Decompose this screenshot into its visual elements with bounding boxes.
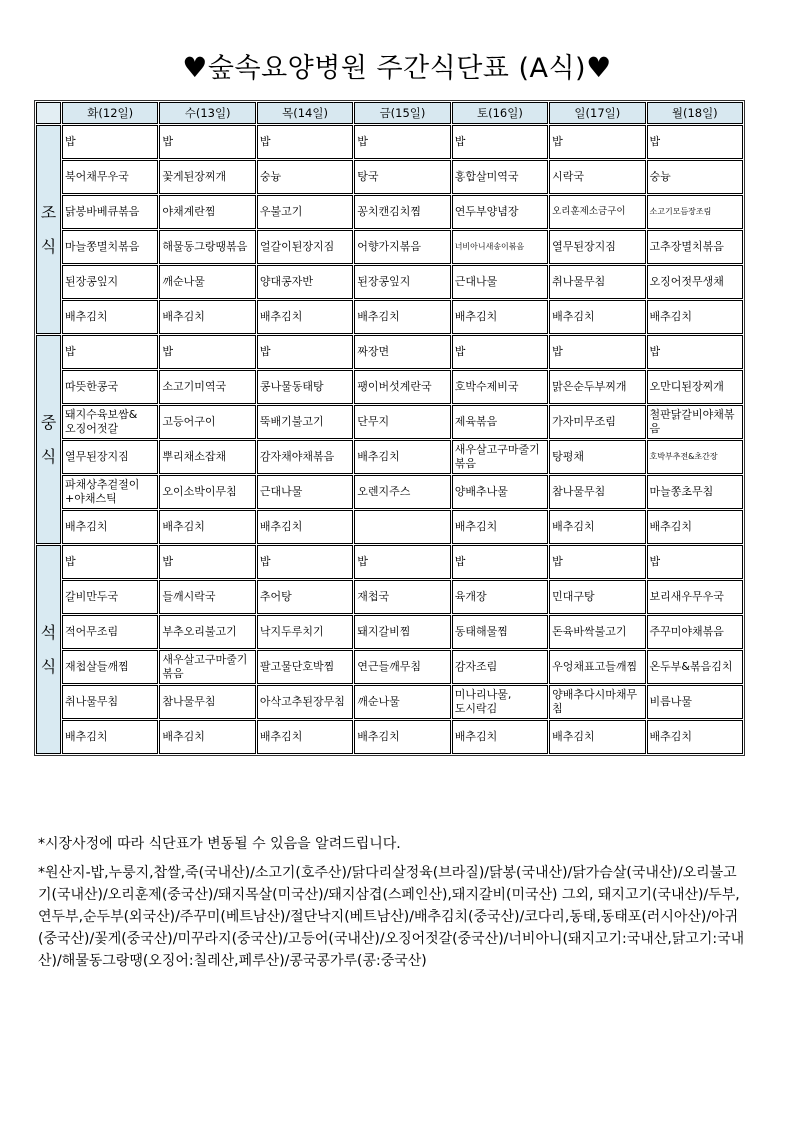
menu-cell: 돼지갈비찜: [354, 615, 450, 649]
menu-cell: 소고기미역국: [159, 370, 255, 404]
menu-cell: 동태해물찜: [452, 615, 548, 649]
menu-cell: 온두부&볶음김치: [647, 650, 743, 684]
lunch-label: [36, 335, 61, 544]
menu-cell: 밥: [62, 335, 158, 369]
menu-cell: 배추김치: [159, 720, 255, 754]
menu-cell: 팔고물단호박찜: [257, 650, 353, 684]
page-title-text: 숲속요양병원 주간식단표 (A식): [207, 53, 587, 84]
menu-cell: 단무지: [354, 405, 450, 439]
menu-cell: 따뜻한콩국: [62, 370, 158, 404]
dinner-menu-row: [36, 720, 743, 754]
menu-cell: 소고기모듬장조림: [647, 195, 743, 229]
menu-cell: 적어무조림: [62, 615, 158, 649]
lunch-menu-row: [36, 370, 743, 404]
menu-cell: 밥: [452, 125, 548, 159]
dinner-menu-row: [36, 650, 743, 684]
menu-cell: 제육볶음: [452, 405, 548, 439]
menu-cell: 배추김치: [62, 720, 158, 754]
menu-cell: 밥: [452, 335, 548, 369]
menu-cell: 어향가지볶음: [354, 230, 450, 264]
menu-cell: 꽃게된장찌개: [159, 160, 255, 194]
menu-cell: 양배추나물: [452, 475, 548, 509]
menu-cell: 양배추다시마채무침: [549, 685, 645, 719]
menu-cell: 비름나물: [647, 685, 743, 719]
menu-cell: 취나물무침: [62, 685, 158, 719]
menu-cell: 배추김치: [452, 300, 548, 334]
menu-cell: 주꾸미야채볶음: [647, 615, 743, 649]
lunch-menu-row: [36, 440, 743, 474]
heart-icon: ♥: [182, 51, 208, 84]
meal-label-char: 석: [40, 622, 57, 642]
lunch-menu-row: [36, 475, 743, 509]
menu-cell: 뿌리채소잡채: [159, 440, 255, 474]
menu-cell: 배추김치: [257, 300, 353, 334]
menu-cell: 감자조림: [452, 650, 548, 684]
heart-icon: ♥: [586, 51, 612, 84]
menu-cell: 배추김치: [452, 510, 548, 544]
menu-cell: 야채계란찜: [159, 195, 255, 229]
menu-cell: 배추김치: [354, 720, 450, 754]
menu-cell: 열무된장지짐: [549, 230, 645, 264]
breakfast-menu-row: [36, 160, 743, 194]
lunch-menu-row: [36, 405, 743, 439]
menu-cell: 너비아니새송이볶음: [452, 230, 548, 264]
day-header: 수(13일): [159, 102, 255, 124]
menu-cell: 파채상추겉절이+야채스틱: [62, 475, 158, 509]
menu-cell: 숭늉: [257, 160, 353, 194]
menu-cell: 철판닭갈비야채볶음: [647, 405, 743, 439]
menu-cell: 호박수제비국: [452, 370, 548, 404]
menu-cell: 배추김치: [549, 300, 645, 334]
menu-cell: 얼갈이된장지짐: [257, 230, 353, 264]
menu-cell: 밥: [62, 545, 158, 579]
menu-cell: 돼지수육보쌈&오징어젓갈: [62, 405, 158, 439]
lunch-menu-row: [36, 335, 743, 369]
menu-cell: 부추오리불고기: [159, 615, 255, 649]
menu-cell: 밥: [549, 335, 645, 369]
day-header: 일(17일): [549, 102, 645, 124]
menu-cell: 배추김치: [354, 440, 450, 474]
menu-cell: 참나물무침: [159, 685, 255, 719]
menu-cell: 근대나물: [452, 265, 548, 299]
meal-label-char: 식: [40, 236, 57, 256]
menu-cell: 오만디된장찌개: [647, 370, 743, 404]
menu-cell: 콩나물동태탕: [257, 370, 353, 404]
menu-cell: 아삭고추된장무침: [257, 685, 353, 719]
menu-cell: 배추김치: [647, 720, 743, 754]
menu-cell: 홍합살미역국: [452, 160, 548, 194]
day-header: 월(18일): [647, 102, 743, 124]
menu-cell: 추어탕: [257, 580, 353, 614]
breakfast-menu-row: [36, 195, 743, 229]
menu-cell: 탕국: [354, 160, 450, 194]
menu-cell: 재첩살들깨찜: [62, 650, 158, 684]
menu-cell: 밥: [257, 125, 353, 159]
menu-cell: 배추김치: [159, 300, 255, 334]
menu-cell: 밥: [257, 545, 353, 579]
menu-cell: 새우살고구마줄기볶음: [452, 440, 548, 474]
menu-cell: 재첩국: [354, 580, 450, 614]
menu-cell: 호박부추전&초간장: [647, 440, 743, 474]
menu-cell: 맑은순두부찌개: [549, 370, 645, 404]
menu-cell: 밥: [354, 125, 450, 159]
menu-cell: 닭봉바베큐볶음: [62, 195, 158, 229]
menu-cell: 연두부양념장: [452, 195, 548, 229]
menu-cell: 우엉채표고들깨찜: [549, 650, 645, 684]
menu-cell: 배추김치: [257, 510, 353, 544]
menu-cell: 배추김치: [62, 300, 158, 334]
menu-cell: 고등어구이: [159, 405, 255, 439]
menu-cell: 팽이버섯계란국: [354, 370, 450, 404]
weekly-menu-table: [34, 100, 745, 756]
menu-cell: 마늘쫑초무침: [647, 475, 743, 509]
menu-cell: 배추김치: [647, 300, 743, 334]
notice-text: *시장사정에 따라 식단표가 변동될 수 있음을 알려드립니다.: [38, 836, 401, 852]
dinner-menu-row: [36, 545, 743, 579]
menu-cell: 시락국: [549, 160, 645, 194]
breakfast-menu-row: [36, 125, 743, 159]
menu-cell: 깨순나물: [159, 265, 255, 299]
menu-cell: 낙지두루치기: [257, 615, 353, 649]
menu-cell: 돈육바싹불고기: [549, 615, 645, 649]
breakfast-menu-row: [36, 300, 743, 334]
menu-cell: 새우살고구마줄기볶음: [159, 650, 255, 684]
menu-cell: 양대콩자반: [257, 265, 353, 299]
menu-cell: 북어채무우국: [62, 160, 158, 194]
menu-cell: 육개장: [452, 580, 548, 614]
menu-cell: 민대구탕: [549, 580, 645, 614]
origin-text: *원산지-밥,누룽지,찹쌀,죽(국내산)/소고기(호주산)/닭다리살정육(브라질)/닭봉(국내산)/닭가슴살(국내산)/오리불고기(국내산)/오리훈제(중국산)/돼지목살(미국산)/돼지삼겹(스페인산),돼지갈비(미국산) 그외, 돼지고기(국내산)/두부,연두부,순두부(외국산)/주꾸미(베트남산)/절단낙지(베트남산)/배추김치(중국산)/코다리,동태,동태포(러시아산)/아귀(중국산)/꽃게(중국산)/미꾸라지(중국산)/고등어(국내산)/오징어젓갈(중국산)/너비아니(돼지고기:국내산,닭고기:국내산)/해물동그랑땡(오징어:칠레산,페루산)/콩국콩가루(콩:중국산): [38, 865, 745, 969]
menu-cell: 뚝배기불고기: [257, 405, 353, 439]
day-header: 토(16일): [452, 102, 548, 124]
day-header: 목(14일): [257, 102, 353, 124]
menu-cell: 우불고기: [257, 195, 353, 229]
menu-cell: [354, 510, 450, 544]
meal-label-char: 중: [40, 412, 57, 432]
menu-cell: 가자미무조림: [549, 405, 645, 439]
menu-cell: 참나물무침: [549, 475, 645, 509]
menu-cell: 밥: [354, 545, 450, 579]
menu-cell: 근대나물: [257, 475, 353, 509]
header-corner: [36, 102, 61, 124]
meal-label-char: 조: [40, 202, 57, 222]
menu-cell: 배추김치: [257, 720, 353, 754]
menu-cell: 깨순나물: [354, 685, 450, 719]
menu-cell: 열무된장지짐: [62, 440, 158, 474]
breakfast-menu-row: [36, 265, 743, 299]
dinner-menu-row: [36, 615, 743, 649]
menu-cell: 밥: [257, 335, 353, 369]
menu-cell: 밥: [159, 335, 255, 369]
menu-cell: 배추김치: [354, 300, 450, 334]
menu-cell: 된장콩잎지: [354, 265, 450, 299]
menu-cell: 보리새우무우국: [647, 580, 743, 614]
breakfast-label: [36, 125, 61, 334]
menu-cell: 배추김치: [549, 720, 645, 754]
menu-cell: 배추김치: [159, 510, 255, 544]
menu-cell: 갈비만두국: [62, 580, 158, 614]
dinner-menu-row: [36, 580, 743, 614]
menu-cell: 배추김치: [549, 510, 645, 544]
dinner-menu-row: [36, 685, 743, 719]
menu-cell: 배추김치: [647, 510, 743, 544]
menu-cell: 오렌지주스: [354, 475, 450, 509]
menu-cell: 연근들깨무침: [354, 650, 450, 684]
menu-cell: 밥: [647, 545, 743, 579]
meal-label-char: 식: [40, 656, 57, 676]
day-header-row: [36, 102, 743, 124]
menu-cell: 밥: [549, 545, 645, 579]
day-header: 화(12일): [62, 102, 158, 124]
menu-cell: 배추김치: [452, 720, 548, 754]
menu-cell: 밥: [159, 545, 255, 579]
menu-cell: 고추장멸치볶음: [647, 230, 743, 264]
menu-cell: 꽁치캔김치찜: [354, 195, 450, 229]
menu-cell: 미나리나물,도시락김: [452, 685, 548, 719]
menu-cell: 해물동그랑땡볶음: [159, 230, 255, 264]
menu-cell: 오리훈제소금구이: [549, 195, 645, 229]
page-title: [0, 48, 794, 89]
menu-cell: 오징어젓무생채: [647, 265, 743, 299]
breakfast-menu-row: [36, 230, 743, 264]
menu-cell: 밥: [159, 125, 255, 159]
menu-cell: 된장콩잎지: [62, 265, 158, 299]
menu-cell: 밥: [647, 125, 743, 159]
menu-cell: 취나물무침: [549, 265, 645, 299]
meal-label-char: 식: [40, 446, 57, 466]
menu-cell: 감자채야채볶음: [257, 440, 353, 474]
menu-cell: 짜장면: [354, 335, 450, 369]
menu-cell: 탕평채: [549, 440, 645, 474]
day-header: 금(15일): [354, 102, 450, 124]
menu-cell: 밥: [647, 335, 743, 369]
menu-cell: 밥: [549, 125, 645, 159]
menu-cell: 들깨시락국: [159, 580, 255, 614]
menu-cell: 마늘쫑멸치볶음: [62, 230, 158, 264]
dinner-label: [36, 545, 61, 754]
lunch-menu-row: [36, 510, 743, 544]
menu-cell: 배추김치: [62, 510, 158, 544]
menu-cell: 숭늉: [647, 160, 743, 194]
menu-cell: 밥: [452, 545, 548, 579]
menu-cell: 오이소박이무침: [159, 475, 255, 509]
menu-cell: 밥: [62, 125, 158, 159]
